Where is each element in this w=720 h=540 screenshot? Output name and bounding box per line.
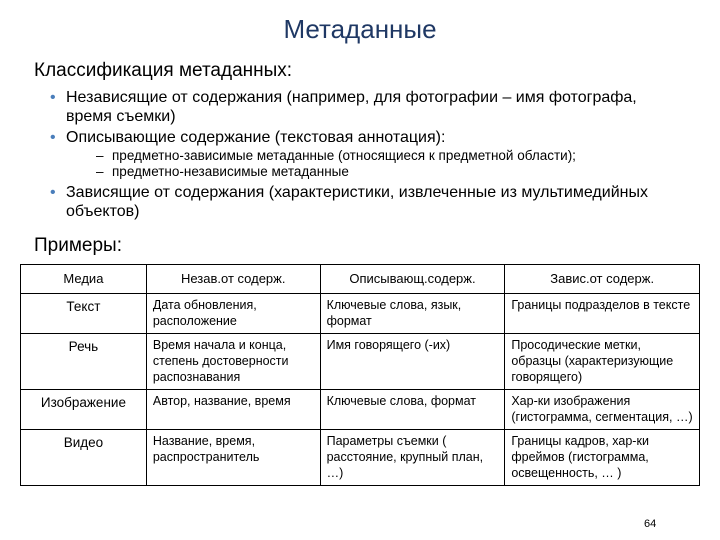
list-item: [48, 183, 668, 221]
table-cell: Имя говорящего (-их): [320, 334, 505, 390]
table-cell: Ключевые слова, формат: [320, 390, 505, 430]
table-cell: Границы подразделов в тексте: [505, 294, 700, 334]
sub-list: [96, 148, 668, 180]
column-header: Описывающ.содерж.: [320, 265, 505, 294]
table-cell: Видео: [21, 430, 147, 486]
column-header: Завис.от содерж.: [505, 265, 700, 294]
examples-table: [20, 264, 700, 486]
table-cell: Границы кадров, хар-ки фреймов (гистограмма, освещенность, … ): [505, 430, 700, 486]
sub-list-item: – предметно-независимые метаданные: [96, 164, 668, 180]
table-cell: Хар-ки изображения (гистограмма, сегментация, …): [505, 390, 700, 430]
classification-list: [48, 88, 668, 223]
examples-heading: Примеры:: [34, 235, 122, 256]
column-header: Незав.от содерж.: [146, 265, 320, 294]
list-item-text: Зависящие от содержания (характеристики, извлеченные из мультимедийных объектов): [66, 184, 648, 220]
table-cell: Ключевые слова, язык, формат: [320, 294, 505, 334]
table-cell: Дата обновления, расположение: [146, 294, 320, 334]
sub-list-item: – предметно-зависимые метаданные (относящиеся к предметной области);: [96, 148, 668, 164]
table-header-row: [21, 265, 700, 294]
slide-title: Метаданные: [283, 14, 437, 44]
table-cell: Текст: [21, 294, 147, 334]
classification-heading: Классификация метаданных:: [34, 60, 293, 81]
table-cell: Время начала и конца, степень достоверности распознавания: [146, 334, 320, 390]
list-item-text: Независящие от содержания (например, для фотографии – имя фотографа, время съемки): [66, 89, 637, 125]
table-row: [21, 430, 700, 486]
table-row: [21, 390, 700, 430]
table-row: [21, 334, 700, 390]
table-cell: Просодические метки, образцы (характеризующие говорящего): [505, 334, 700, 390]
list-item-text: Описывающие содержание (текстовая аннотация):: [66, 129, 446, 146]
column-header: Медиа: [21, 265, 147, 294]
table-cell: Изображение: [21, 390, 147, 430]
table-cell: Параметры съемки ( расстояние, крупный план, …): [320, 430, 505, 486]
table-row: [21, 294, 700, 334]
list-item: [48, 128, 668, 180]
table-cell: Название, время, распространитель: [146, 430, 320, 486]
page-number: 64: [644, 518, 657, 530]
list-item: [48, 88, 668, 126]
table-cell: Речь: [21, 334, 147, 390]
table-cell: Автор, название, время: [146, 390, 320, 430]
